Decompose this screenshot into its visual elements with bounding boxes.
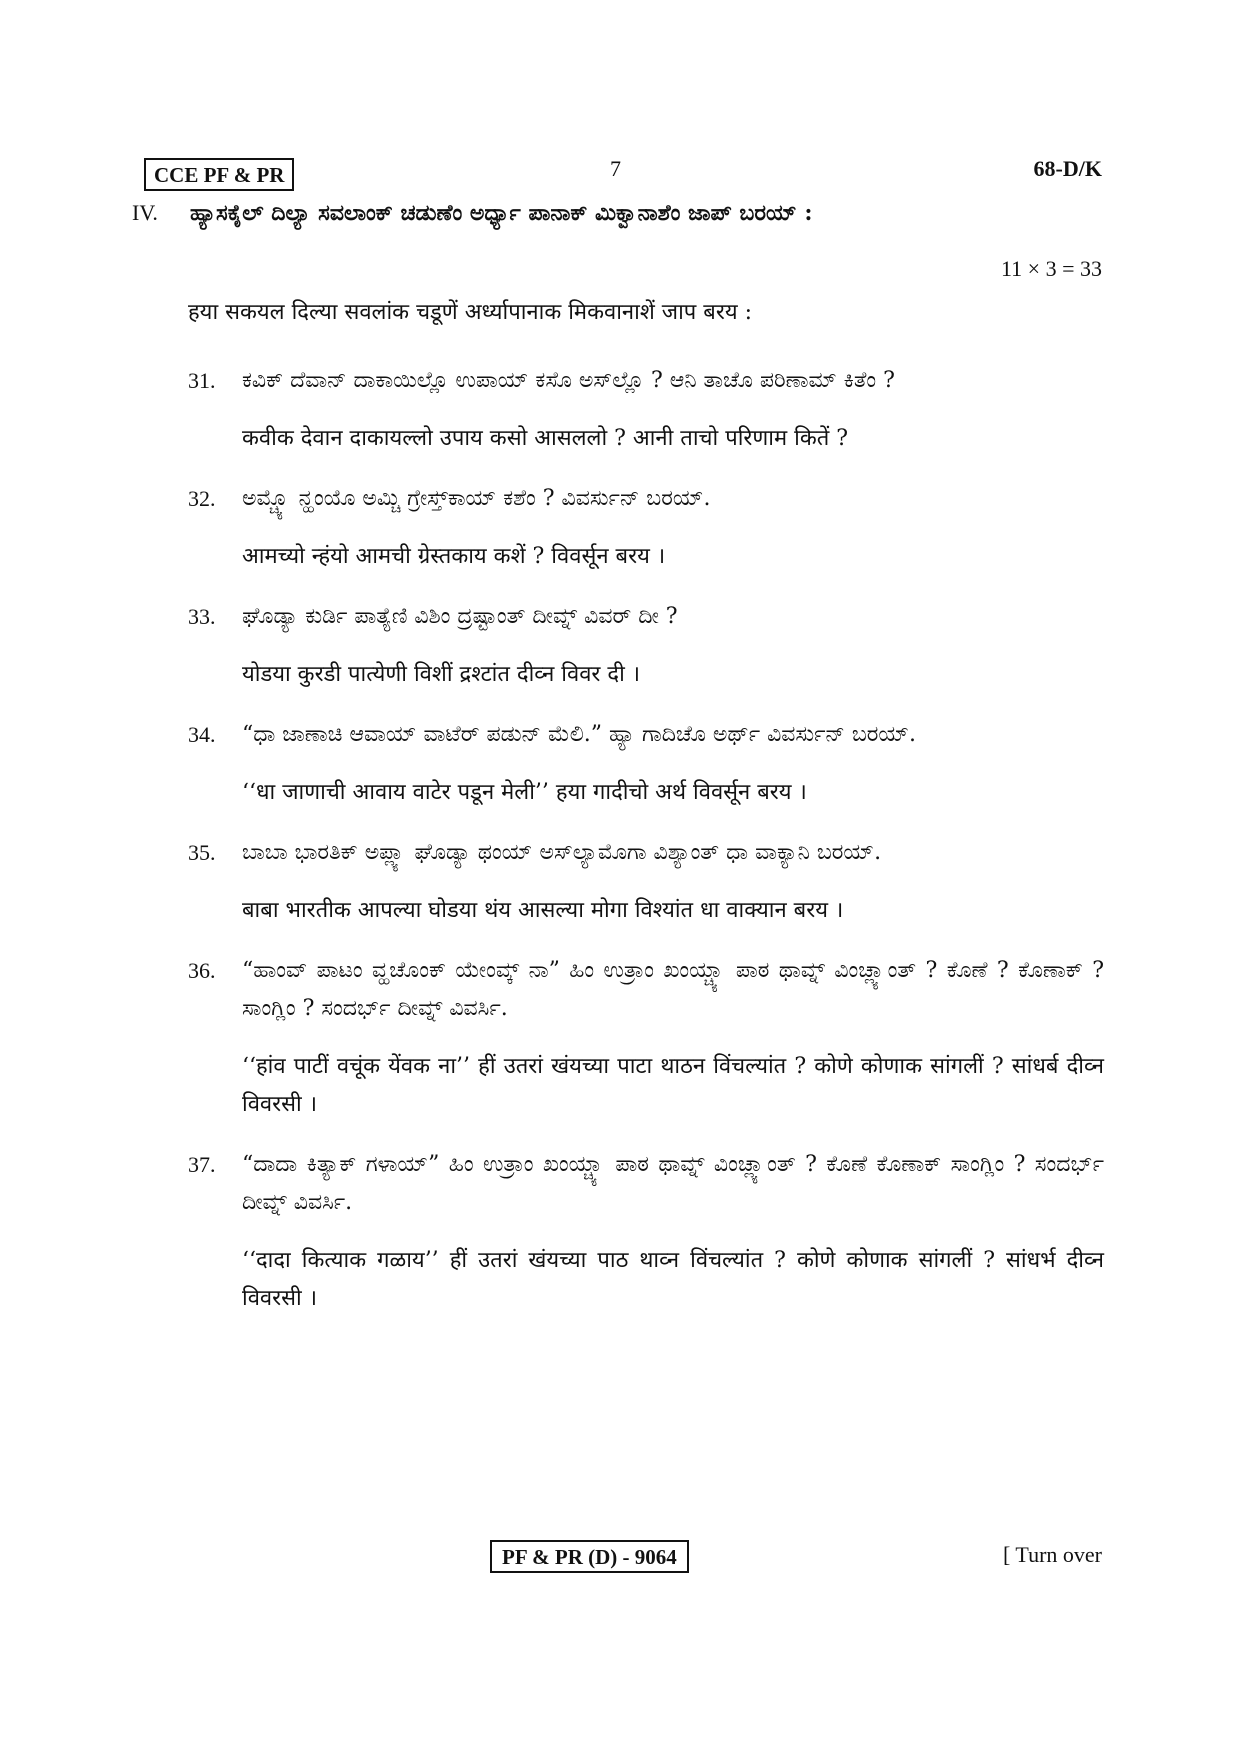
- question-36: [188, 952, 1104, 1124]
- question-text-kannada: “ಧಾ ಜಾಣಾಚಿ ಆವಾಯ್ ವಾಟೆರ್ ಪಡುನ್ ಮೆಲಿ.” ಹ್ಯಾ ಗಾದಿಚೊ ಅರ್ಥ್ ವಿವರ್ಸುನ್ ಬರಯ್.: [242, 722, 917, 747]
- question-text-kannada: ಅಮ್ಚ್ಯೊ ನ್ಹಂಯೊ ಅಮ್ಚಿ ಗ್ರೇಸ್ತ್‌ಕಾಯ್ ಕಶೆಂ ? ವಿವರ್ಸುನ್ ಬರಯ್.: [242, 486, 711, 511]
- question-number: 31.: [188, 368, 216, 393]
- question-number: 35.: [188, 840, 216, 865]
- question-list: [188, 362, 1104, 1340]
- question-text-kannada: ಕವಿಕ್ ದೆವಾನ್ ದಾಕಾಯಿಲ್ಲೊ ಉಪಾಯ್ ಕಸೊ ಅಸ್‌ಲ್ಲೊ ? ಆನಿ ತಾಚೊ ಪರಿಣಾಮ್ ಕಿತೆಂ ?: [242, 368, 895, 393]
- question-text-devanagari: ‘‘हांव पाटीं वचूंक येंवक ना’’ हीं उतरां खंयच्या पाटा थाठन विंचल्यांत ? कोणे कोणाक सांगलीं ? सांधर्ब दीव्न विवरसी ।: [242, 1054, 1104, 1117]
- question-37: [188, 1146, 1104, 1318]
- turn-over-note: [ Turn over: [1002, 1542, 1102, 1567]
- footer-paper-code: PF & PR (D) - 9064: [490, 1540, 689, 1573]
- question-number: 36.: [188, 958, 216, 983]
- question-number: 32.: [188, 486, 216, 511]
- question-31: [188, 362, 1104, 458]
- question-text-kannada: ಘೊಡ್ಯಾ ಕುರ್ಡಿ ಪಾತ್ಯೆಣಿ ವಿಶಿಂ ದ್ರಷ್ಟಾಂತ್ ದೀವ್ನ್ ವಿವರ್ ದೀ ?: [242, 604, 678, 629]
- question-text-kannada: ಬಾಬಾ ಭಾರತಿಕ್ ಅಪ್ಲ್ಯಾ ಘೊಡ್ಯಾ ಥಂಯ್ ಅಸ್‌ಲ್ಯಾಮೊಗಾ ವಿಶ್ಯಾಂತ್ ಧಾ ವಾಕ್ಯಾನಿ ಬರಯ್.: [242, 840, 882, 865]
- section-title-kannada: ಹ್ಯಾಸಕೈಲ್ ದಿಲ್ಯಾ ಸವಲಾಂಕ್ ಚಡುಣೆಂ ಅರ್ಧ್ಯಾ ಪಾನಾಕ್ ಮಿಕ್ವಾನಾಶೆಂ ಜಾಪ್ ಬರಯ್ :: [190, 200, 813, 226]
- question-text-kannada: “ದಾದಾ ಕಿತ್ಯಾಕ್ ಗಳಾಯ್” ಹಿಂ ಉತ್ರಾಂ ಖಂಯ್ಚ್ಯಾ ಪಾಠ ಥಾವ್ನ್ ವಿಂಚ್ಲ್ಯಾಂತ್ ? ಕೊಣೆ ಕೊಣಾಕ್ ಸಾಂಗ್ಲಿಂ ? ಸಂದರ್ಭ್ ದೀವ್ನ್ ವಿವರ್ಸಿ.: [242, 1152, 1104, 1215]
- question-text-kannada: “ಹಾಂವ್ ಪಾಟಂ ವ್ಹಚೊಂಕ್ ಯೇಂವ್ಕ್ ನಾ” ಹಿಂ ಉತ್ರಾಂ ಖಂಯ್ಚ್ಯಾ ಪಾಠ ಥಾವ್ನ್ ವಿಂಚ್ಲ್ಯಾಂತ್ ? ಕೊಣೆ ? ಕೊಣಾಕ್ ? ಸಾಂಗ್ಲಿಂ ? ಸಂದರ್ಭ್ ದೀವ್ನ್ ವಿವರ್ಸಿ.: [242, 958, 1104, 1021]
- question-number: 37.: [188, 1152, 216, 1177]
- section-marks: 11 × 3 = 33: [1001, 256, 1102, 281]
- section-title-devanagari: हया सकयल दिल्या सवलांक चडूणें अर्ध्यापानाक मिकवानाशें जाप बरय :: [188, 300, 753, 325]
- paper-code: 68-D/K: [1033, 156, 1102, 181]
- header-course-code: CCE PF & PR: [144, 158, 294, 191]
- question-33: [188, 598, 1104, 694]
- question-35: [188, 834, 1104, 930]
- question-32: [188, 480, 1104, 576]
- question-34: [188, 716, 1104, 812]
- question-text-devanagari: आमच्यो न्हंयो आमची ग्रेस्तकाय कशें ? विवर्सून बरय ।: [242, 544, 666, 569]
- question-text-devanagari: ‘‘धा जाणाची आवाय वाटेर पडून मेली’’ हया गादीचो अर्थ विवर्सून बरय ।: [242, 780, 807, 805]
- question-text-devanagari: कवीक देवान दाकायल्लो उपाय कसो आसललो ? आनी ताचो परिणाम कितें ?: [242, 426, 849, 451]
- question-text-devanagari: ‘‘दादा कित्याक गळाय’’ हीं उतरां खंयच्या पाठ थाव्न विंचल्यांत ? कोणे कोणाक सांगलीं ? सांधर्भ दीव्न विवरसी ।: [242, 1248, 1104, 1311]
- question-text-devanagari: योडया कुरडी पात्येणी विशीं द्रश्टांत दीव्न विवर दी ।: [242, 662, 641, 687]
- question-text-devanagari: बाबा भारतीक आपल्या घोडया थंय आसल्या मोगा विश्यांत धा वाक्यान बरय ।: [242, 898, 844, 923]
- question-number: 33.: [188, 604, 216, 629]
- question-number: 34.: [188, 722, 216, 747]
- section-number: IV.: [132, 200, 158, 225]
- page-number: 7: [610, 156, 621, 181]
- section-heading: [132, 198, 1102, 229]
